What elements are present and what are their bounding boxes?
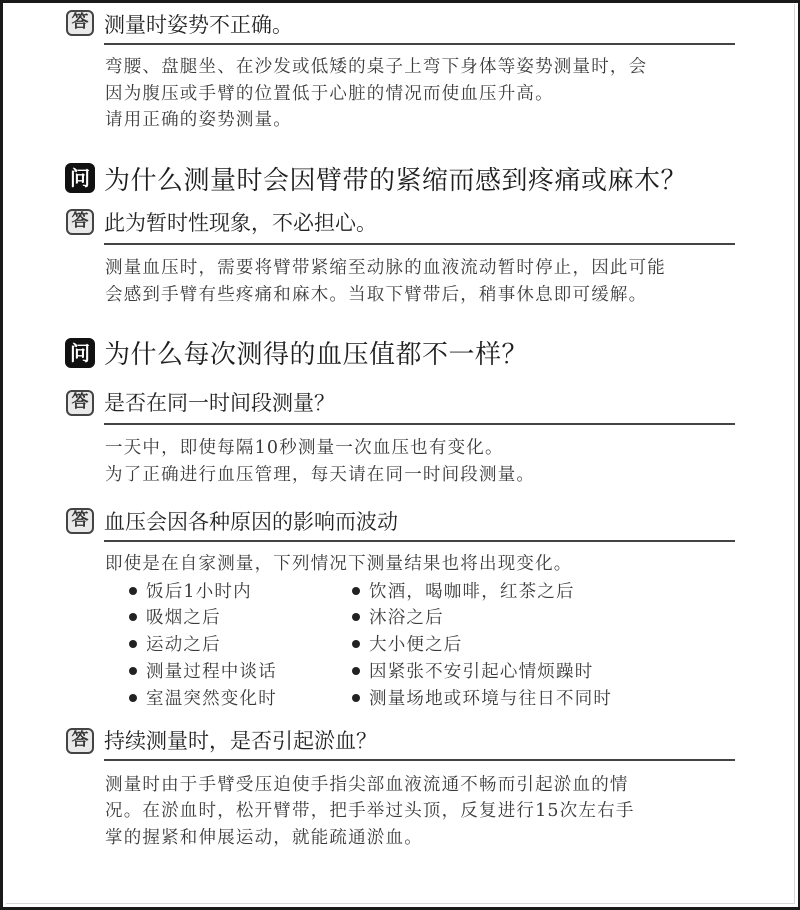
bullet-dot-icon [352,667,360,675]
body-text-line: 测量血压时，需要将臂带紧缩至动脉的血液流动暂时停止，因此可能 [105,258,666,278]
answer-title: 持续测量时，是否引起淤血？ [104,729,377,753]
answer-icon: 答 [66,508,94,534]
body-text-line: 一天中，即使每隔10秒测量一次血压也有变化。 [105,438,504,458]
question-icon: 问 [65,163,95,193]
answer-icon: 答 [66,209,94,235]
answer-title: 此为暂时性现象，不必担心。 [104,211,377,235]
list-item-text: 大小便之后 [369,635,463,655]
bullet-dot-icon [129,694,137,702]
question-title: 为什么测量时会因臂带的紧缩而感到疼痛或麻木？ [104,166,688,196]
body-text-line: 因为腹压或手臂的位置低于心脏的情况而使血压升高。 [105,84,554,104]
list-item-text: 吸烟之后 [146,608,221,628]
answer-title: 测量时姿势不正确。 [104,13,293,37]
bullet-dot-icon [352,587,360,595]
answer-title: 血压会因各种原因的影响而波动 [104,510,398,534]
answer-icon: 答 [66,728,94,754]
divider [104,540,735,542]
answer-title: 是否在同一时间段测量？ [104,391,335,415]
list-item [352,658,593,683]
list-item-text: 因紧张不安引起心情烦躁时 [369,662,594,682]
list-item-text: 运动之后 [146,635,221,655]
divider [104,43,735,45]
bullet-dot-icon [129,613,137,621]
body-text-line: 为了正确进行血压管理，每天请在同一时间段测量。 [105,465,536,485]
list-item-text: 饭后1小时内 [146,582,252,602]
list-item-text: 饮酒，喝咖啡，红茶之后 [369,582,575,602]
list-item-text: 沐浴之后 [369,608,444,628]
list-item [352,631,463,656]
divider [104,759,735,761]
list-item-text: 测量过程中谈话 [146,662,277,682]
bullet-dot-icon [352,640,360,648]
divider [104,243,735,245]
body-text-line: 弯腰、盘腿坐、在沙发或低矮的桌子上弯下身体等姿势测量时，会 [105,57,648,77]
list-item [129,685,277,710]
list-item-text: 室温突然变化时 [146,689,277,709]
bullet-dot-icon [352,613,360,621]
answer-icon: 答 [66,10,94,36]
question-icon: 问 [65,338,95,368]
answer-icon: 答 [66,390,94,416]
body-text-line: 即使是在自家测量，下列情况下测量结果也将出现变化。 [105,554,573,574]
bullet-dot-icon [129,587,137,595]
list-item [129,578,252,603]
list-item [129,658,277,683]
bullet-dot-icon [352,694,360,702]
body-text-line: 会感到手臂有些疼痛和麻木。当取下臂带后，稍事休息即可缓解。 [105,285,648,305]
divider [104,423,735,425]
body-text-line: 请用正确的姿势测量。 [105,110,292,130]
list-item [129,604,221,629]
list-item [352,685,612,710]
list-item [352,604,444,629]
list-item [129,631,221,656]
bullet-dot-icon [129,640,137,648]
body-text-line: 测量时由于手臂受压迫使手指尖部血液流通不畅而引起淤血的情 [105,775,629,795]
body-text-line: 掌的握紧和伸展运动，就能疏通淤血。 [105,828,423,848]
list-item-text: 测量场地或环境与往日不同时 [369,689,613,709]
question-title: 为什么每次测得的血压值都不一样？ [104,340,529,370]
bullet-dot-icon [129,667,137,675]
list-item [352,578,575,603]
body-text-line: 况。在淤血时，松开臂带，把手举过头顶，反复进行15次左右手 [105,801,635,821]
